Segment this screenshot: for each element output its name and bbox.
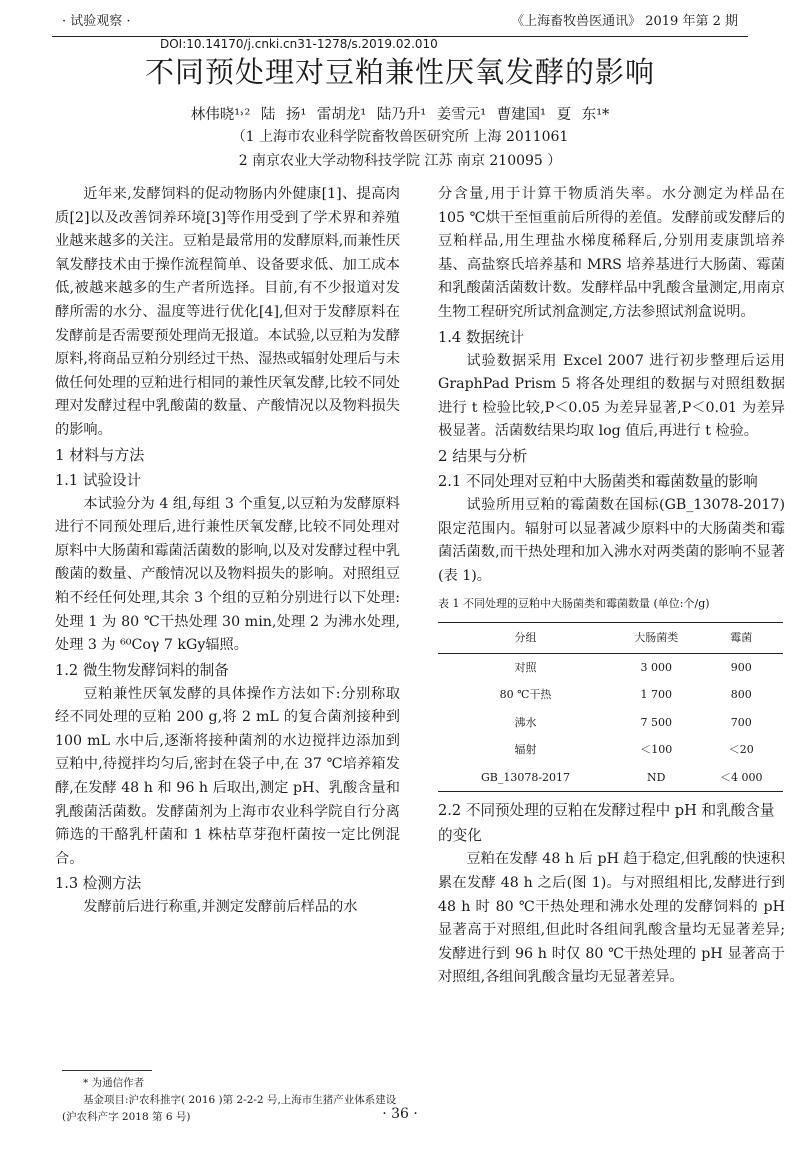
table-header-row [438, 622, 783, 653]
header-journal: 《上海畜牧兽医通讯》 2019 年第 2 期 [511, 14, 738, 29]
section-1-1-paragraph: 本试验分为 4 组,每组 3 个重复,以豆粕为发酵原料进行不同预处理后,进行兼性厌氧发酵,比较不同处理对原料中大肠菌和霉菌活菌数的影响,以及对发酵过程中乳酸菌的数量、产酸情况以及物料损失的影响。对照组豆粕不经任何处理,其余 3 个组的豆粕分别进行以下处理:处理 1 为 80 ℃干热处理 30 min,处理 2 为沸水处理,处理 3 为 ⁶⁰Coγ 7 kGy辐照。 [55, 495, 401, 654]
paper-title: 不同预处理对豆粕兼性厌氧发酵的影响 [144, 55, 655, 89]
table-cell: 800 [730, 688, 752, 702]
table-row [438, 736, 783, 764]
table-header-cell: 大肠菌类 [613, 622, 699, 653]
table-cell: ＜100 [640, 743, 673, 757]
affiliation-2: 2 南京农业大学动物科技学院 江苏 南京 210095 ） [238, 153, 562, 169]
table-cell: 3 000 [640, 660, 672, 674]
table-cell: 沸水 [514, 715, 537, 729]
authors: 林伟晓¹˒² 陆 扬¹ 雷胡龙¹ 陆乃升¹ 姜雪元¹ 曹建国¹ 夏 东¹* [190, 107, 610, 123]
section-1-4-paragraph: 试验数据采用 Excel 2007 进行初步整理后运用 GraphPad Prism 5 将各处理组的数据与对照组数据进行 t 检验比较,P＜0.05 为差异显著,P＜0.01 为差异极显著。活菌数结果均取 log 值后,再进行 t 检验。 [438, 352, 785, 440]
section-1-2-paragraph: 豆粕兼性厌氧发酵的具体操作方法如下:分别称取经不同处理的豆粕 200 g,将 2 mL 的复合菌剂接种到 100 mL 水中后,逐渐将接种菌剂的水边搅拌边添加到豆粕中,待搅拌均匀后,密封在袋子中,在 37 ℃培养箱发酵,在发酵 48 h 和 96 h 后取出,测定 pH、乳酸含量和乳酸菌活菌数。发酵菌剂为上海市农业科学院自行分离筛选的干酪乳杆菌和 1 株枯草芽孢杆菌按一定比例混合。 [55, 685, 400, 867]
doi[interactable]: DOI:10.14170/j.cnki.cn31-1278/s.2019.02.010 [160, 37, 438, 51]
table-cell: 辐射 [514, 743, 537, 757]
table-cell: 900 [730, 660, 752, 674]
header-section: · 试验观察 · [62, 14, 131, 29]
table-1 [438, 592, 783, 792]
table-row [438, 653, 783, 681]
section-1-1-heading: 1.1 试验设计 [55, 471, 142, 489]
section-1-2-heading: 1.2 微生物发酵饲料的制备 [55, 661, 229, 679]
section-2-1-heading: 2.1 不同处理对豆粕中大肠菌类和霉菌数量的影响 [438, 472, 758, 490]
section-2-2-heading: 2.2 不同预处理的豆粕在发酵过程中 pH 和乳酸含量的变化 [438, 802, 775, 845]
section-2-1-paragraph: 试验所用豆粕的霉菌数在国标(GB_13078-2017)限定范围内。辐射可以显著减少原料中的大肠菌类和霉菌活菌数,而干热处理和加入沸水对两类菌的影响不显著(表 1)。 [438, 496, 785, 584]
affiliation-1: （1 上海市农业科学院畜牧兽医研究所 上海 2011061 [231, 129, 569, 145]
table-cell: ND [613, 764, 699, 792]
table-header-cell: 霉菌 [699, 622, 783, 653]
table-row [438, 681, 783, 709]
table-cell: 1 700 [640, 688, 672, 702]
table-cell: 7 500 [640, 715, 672, 729]
footnote-fund: 基金项目:沪农科推字( 2016 )第 2-2-2 号,上海市生猪产业体系建设(沪农科产字 2018 第 6 号) [62, 1094, 397, 1123]
table-header-cell: 分组 [438, 622, 613, 653]
table-cell: 对照 [514, 660, 537, 674]
table-1-caption: 表 1 不同处理的豆粕中大肠菌类和霉菌数量 (单位:个/g) [438, 597, 710, 611]
table-cell: 80 ℃干热 [499, 688, 552, 702]
table-cell: ＜20 [728, 743, 754, 757]
table-row [438, 709, 783, 737]
right-column [438, 183, 785, 990]
section-1-4-heading: 1.4 数据统计 [438, 328, 525, 346]
footnote-rule [62, 1070, 152, 1071]
section-1-3-continued: 分含量,用于计算干物质消失率。水分测定为样品在 105 ℃烘干至恒重前后所得的差值。发酵前或发酵后的豆粕样品,用生理盐水梯度稀释后,分别用麦康凯培养基、高盐察氏培养基和 MRS 培养基进行大肠菌、霉菌和乳酸菌活菌数计数。发酵样品中乳酸含量测定,用南京生物工程研究所试剂盒测定,方法参照试剂盒说明。 [438, 186, 785, 320]
section-2-heading: 2 结果与分析 [438, 446, 528, 465]
section-1-3-paragraph: 发酵前后进行称重,并测定发酵前后样品的水 [83, 899, 358, 916]
section-2-2-paragraph: 豆粕在发酵 48 h 后 pH 趋于稳定,但乳酸的快速积累在发酵 48 h 之后(图 1)。与对照组相比,发酵进行到 48 h 时 80 ℃干热处理和沸水处理的发酵饲料的 pH 显著高于对照组,但此时各组间乳酸含量均无显著差异;发酵进行到 96 h 时仅 80 ℃干热处理的 pH 显著高于对照组,各组间乳酸含量均无显著差异。 [438, 851, 785, 986]
table-cell: 700 [730, 715, 752, 729]
table-cell: ＜4 000 [699, 764, 783, 792]
section-1-heading: 1 材料与方法 [55, 445, 145, 464]
table-cell: GB_13078-2017 [438, 764, 613, 792]
left-column [55, 183, 400, 920]
intro-paragraph: 近年来,发酵饲料的促动物肠内外健康[1]、提高肉质[2]以及改善饲养环境[3]等作用受到了学术界和养殖业越来越多的关注。豆粕是最常用的发酵原料,而兼性厌氧发酵技术由于操作流程简单、设备要求低、加工成本低,被越来越多的生产者所选择。目前,有不少报道对发酵所需的水分、温度等进行优化[4],但对于发酵原料在发酵前是否需要预处理尚无报道。本试验,以豆粕为发酵原料,将商品豆粕分别经过干热、湿热或辐射处理后与未做任何处理的豆粕进行相同的兼性厌氧发酵,比较不同处理对发酵过程中乳酸菌的数量、产酸情况以及物料损失的影响。 [55, 186, 401, 438]
page-number: · 36 · [382, 1106, 418, 1122]
section-1-3-heading: 1.3 检测方法 [55, 875, 142, 893]
table-row [438, 764, 783, 792]
footnote-corresponding: * 为通信作者 [83, 1077, 145, 1089]
